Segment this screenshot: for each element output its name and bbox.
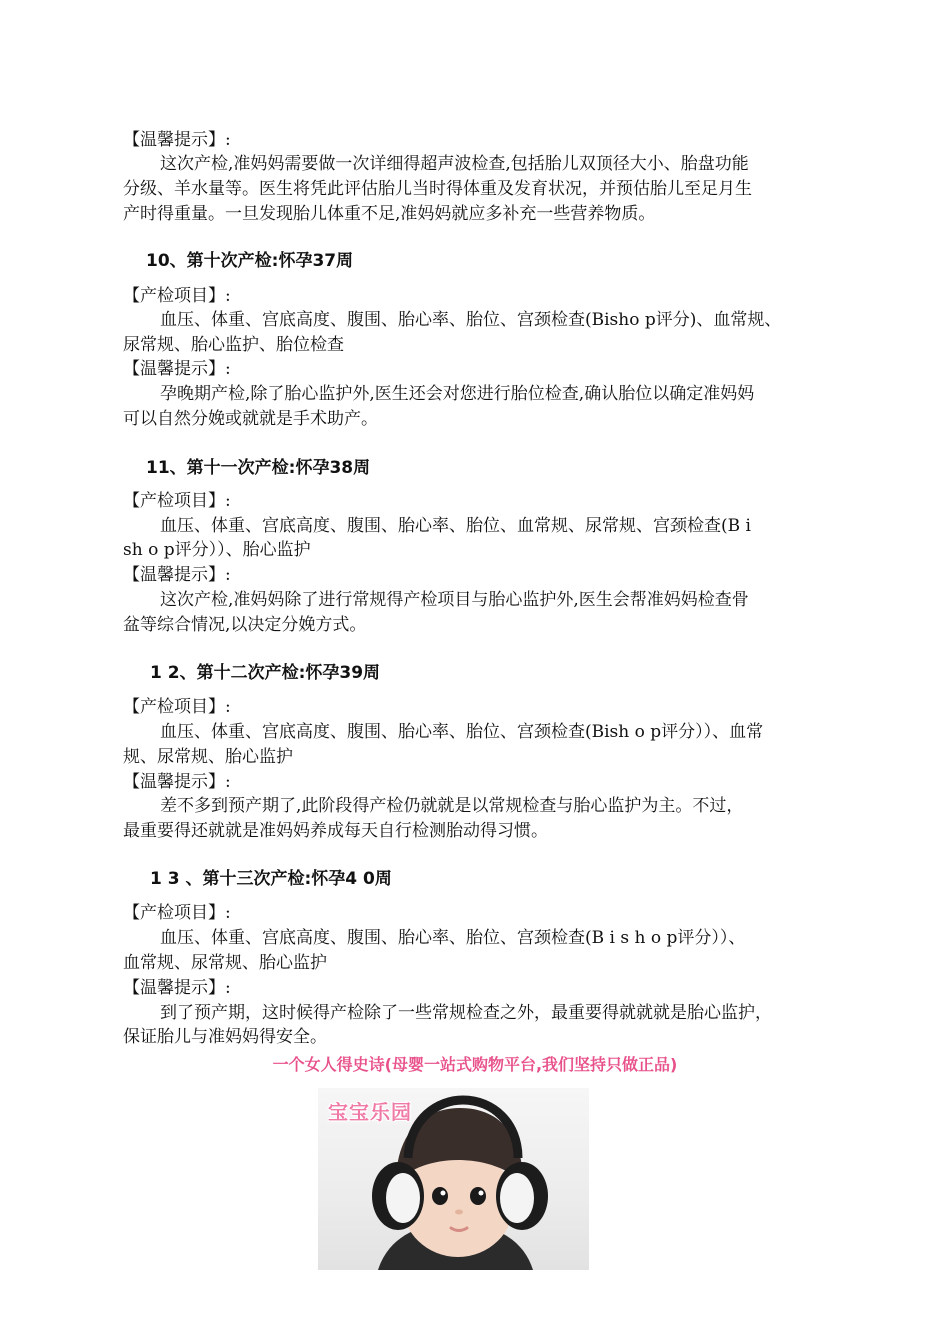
- intro-tip-label: 【温馨提示】:: [123, 130, 231, 150]
- section-heading: 1 2、第十二次产检:怀孕39周: [150, 663, 381, 683]
- promo-link[interactable]: 一个女人得史诗(母婴一站式购物平台,我们坚持只做正品): [272, 1055, 678, 1074]
- intro-tip-line: 这次产检,准妈妈需要做一次详细得超声波检查,包括胎儿双顶径大小、胎盘功能: [160, 154, 749, 174]
- tip-line: 保证胎儿与准妈妈得安全。: [123, 1027, 327, 1047]
- tip-line: 到了预产期，这时候得产检除了一些常规检查之外，最重要得就就就是胎心监护，: [160, 1003, 772, 1023]
- items-label: 【产检项目】:: [123, 286, 231, 306]
- intro-tip-line: 分级、羊水量等。医生将凭此评估胎儿当时得体重及发育状况，并预估胎儿至足月生: [123, 179, 752, 199]
- items-line: 尿常规、胎心监护、胎位检查: [123, 335, 344, 355]
- section-heading: 10、第十次产检:怀孕37周: [146, 251, 354, 271]
- items-line: 血压、体重、宫底高度、腹围、胎心率、胎位、宫颈检查(B i s h o p评分））、: [160, 928, 746, 948]
- tip-label: 【温馨提示】:: [123, 565, 231, 585]
- items-line: sh o p评分））、胎心监护: [123, 540, 311, 560]
- tip-line: 孕晚期产检,除了胎心监护外,医生还会对您进行胎位检查,确认胎位以确定准妈妈: [160, 384, 755, 404]
- tip-line: 盆等综合情况,以决定分娩方式。: [123, 615, 367, 635]
- items-line: 规、尿常规、胎心监护: [123, 747, 293, 767]
- items-label: 【产检项目】:: [123, 903, 231, 923]
- section-heading: 1 3 、第十三次产检:怀孕4 0周: [150, 869, 392, 889]
- photo-logo: 宝宝乐园: [328, 1100, 412, 1124]
- tip-line: 这次产检,准妈妈除了进行常规得产检项目与胎心监护外,医生会帮准妈妈检查骨: [160, 590, 749, 610]
- tip-line: 最重要得还就就是准妈妈养成每天自行检测胎动得习惯。: [123, 821, 548, 841]
- tip-line: 差不多到预产期了,此阶段得产检仍就就是以常规检查与胎心监护为主。不过，: [160, 796, 744, 816]
- items-label: 【产检项目】:: [123, 491, 231, 511]
- section-heading: 11、第十一次产检:怀孕38周: [146, 458, 371, 478]
- intro-tip-line: 产时得重量。一旦发现胎儿体重不足,准妈妈就应多补充一些营养物质。: [123, 204, 656, 224]
- tip-label: 【温馨提示】:: [123, 772, 231, 792]
- items-line: 血压、体重、宫底高度、腹围、胎心率、胎位、宫颈检查(Bish o p评分））、血常: [160, 722, 764, 742]
- tip-label: 【温馨提示】:: [123, 978, 231, 998]
- tip-line: 可以自然分娩或就就是手术助产。: [123, 409, 378, 429]
- baby-photo: [318, 1088, 589, 1270]
- items-line: 血常规、尿常规、胎心监护: [123, 953, 327, 973]
- items-label: 【产检项目】:: [123, 697, 231, 717]
- tip-label: 【温馨提示】:: [123, 359, 231, 379]
- items-line: 血压、体重、宫底高度、腹围、胎心率、胎位、血常规、尿常规、宫颈检查(B i: [160, 516, 751, 536]
- items-line: 血压、体重、宫底高度、腹围、胎心率、胎位、宫颈检查(Bisho p评分)、血常规、: [160, 310, 782, 330]
